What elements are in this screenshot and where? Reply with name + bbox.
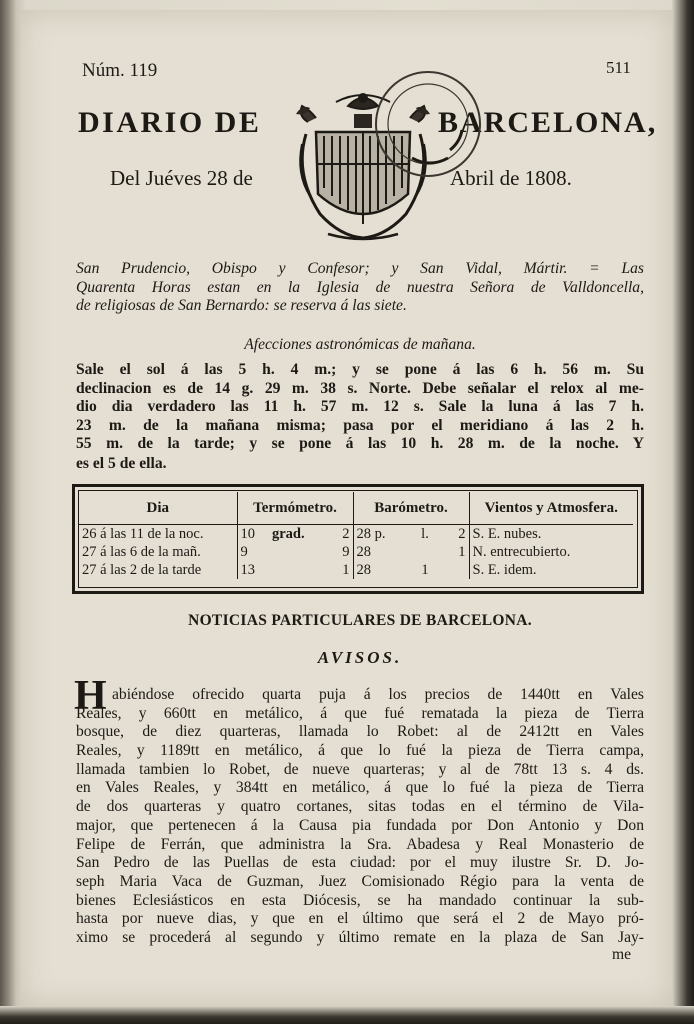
astro-line: 23 m. de la mañana misma; pasa por el meridiano á las 2 h. [76,416,644,434]
header-termometro: Termómetro. [237,492,353,525]
cell-baro-line [405,543,445,561]
masthead-title-right: BARCELONA, [438,106,658,139]
cell-baro-frac: 2 [445,525,469,544]
body-line: San Pedro de las Puellas de esta ciudad: por el muy ilustre Sr. D. Jo- [76,854,644,872]
cell-dia: 27 á las 2 de la tarde [79,561,237,579]
cell-baro: 28 [356,561,371,578]
masthead-title-left: DIARIO DE [78,106,262,139]
body-line: bienes Eclesiásticos en esta Diócesis, se ha mandado continuar la sub- [76,891,644,909]
cell-temp-unit [269,543,329,561]
issue-number: Núm. 119 [82,60,158,81]
body-line: llamada tambien lo Robet, de nueve quarteras; y al de 78tt 13 s. 4 ds. [76,760,644,778]
cell-temp: 10 [240,525,255,542]
body-line: abiéndose ofrecido quarta puja á los precios de 1440tt en Vales [112,686,644,703]
astro-line: Sale el sol á las 5 h. 4 m.; y se pone á las 6 h. 56 m. Su [76,361,644,378]
saints-of-the-day [76,260,644,316]
astronomy-last-line: es el 5 de ella. [76,455,167,472]
body-line: Reales, y 660tt en metálico, á que fué rematada la pieza de Tierra [76,704,644,722]
astronomy-paragraph [76,361,644,454]
cell-temp-frac: 1 [329,561,353,579]
body-line: de dos quarteras y quatro cortanes, sitas todas en el término de Vila- [76,798,644,816]
cell-baro: 28 p. [356,525,386,542]
cell-temp: 9 [240,543,248,560]
body-line: ximo se procederá al segundo y último remate en la plaza de San Jay- [76,928,644,946]
cell-viento: S. E. nubes. [472,525,542,542]
date-right: Abril de 1808. [450,166,572,190]
header-vientos: Vientos y Atmosfera. [469,492,633,525]
body-line: seph Maria Vaca de Guzman, Juez Comisionado Régio para la venta de [76,872,644,890]
body-line: en Vales Reales, y 384tt en metálico, á que lo fué la pieza de Tierra [76,779,644,797]
table-row [79,543,633,561]
astronomy-heading: Afecciones astronómicas de mañana. [244,336,476,353]
astro-line: declinacion es de 14 g. 29 m. 38 s. Norte. Debe señalar el relox al me- [76,379,644,397]
table-row [79,525,633,544]
cell-dia: 26 á las 11 de la noc. [79,525,237,544]
header-dia: Dia [79,492,237,525]
cell-baro-frac: 1 [445,543,469,561]
cell-viento: N. entrecubierto. [472,543,571,560]
cell-temp-frac: 9 [329,543,353,561]
body-last-line: me [612,946,632,963]
book-edge-bottom [0,1006,694,1024]
astro-line: dio dia verdadero las 11 h. 57 m. 12 s. Sale la luna á las 7 h. [76,398,644,416]
cell-baro-line: 1 [421,561,429,578]
body-line: bosque, de diez quarteras, llamada lo Robet: al de 2412tt en Vales [76,723,644,741]
cell-temp-unit [269,561,329,579]
cell-temp-frac: 2 [329,525,353,544]
body-line: Reales, y 1189tt en metálico, á que lo fué la pieza de Tierra campa, [76,742,644,760]
cell-viento: S. E. idem. [472,561,537,578]
body-line: hasta por nueve dias, y que en el último que será el 2 de Mayo pró- [76,910,644,928]
table-row [79,561,633,579]
book-edge-right [672,0,694,1024]
section-heading: NOTICIAS PARTICULARES DE BARCELONA. [188,612,532,629]
cell-baro-line: l. [421,525,429,542]
cell-temp: 13 [240,561,255,578]
drop-cap: H [74,673,107,719]
cell-baro-frac [445,561,469,579]
saints-line: de religiosas de San Bernardo: se reserva á las siete. [76,297,407,315]
body-line: Felipe de Ferrán, que administra la Sra. Abadesa y Real Monasterio de [76,835,644,853]
saints-line: San Prudencio, Obispo y Confesor; y San Vidal, Mártir. = Las [76,260,644,277]
weather-grid [79,492,633,579]
astro-line: 55 m. de la tarde; y se pone á las 10 h. 28 m. de la noche. Y [76,435,644,453]
cell-baro: 28 [356,543,371,560]
notice-paragraph [76,686,644,948]
weather-header-row [79,492,633,525]
body-line: major, que pertenecen á la Causa pia fundada por Don Antonio y Don [76,816,644,834]
header-barometro: Barómetro. [353,492,469,525]
cell-temp-unit: grad. [272,525,305,542]
weather-table [72,484,644,594]
cell-dia: 27 á las 6 de la mañ. [79,543,237,561]
avisos-heading: AVISOS. [317,648,403,667]
date-left: Del Juéves 28 de [110,166,253,190]
page-number: 511 [606,58,631,77]
saints-line: Quarenta Horas estan en la Iglesia de nuestra Señora de Valldoncella, [76,278,644,296]
